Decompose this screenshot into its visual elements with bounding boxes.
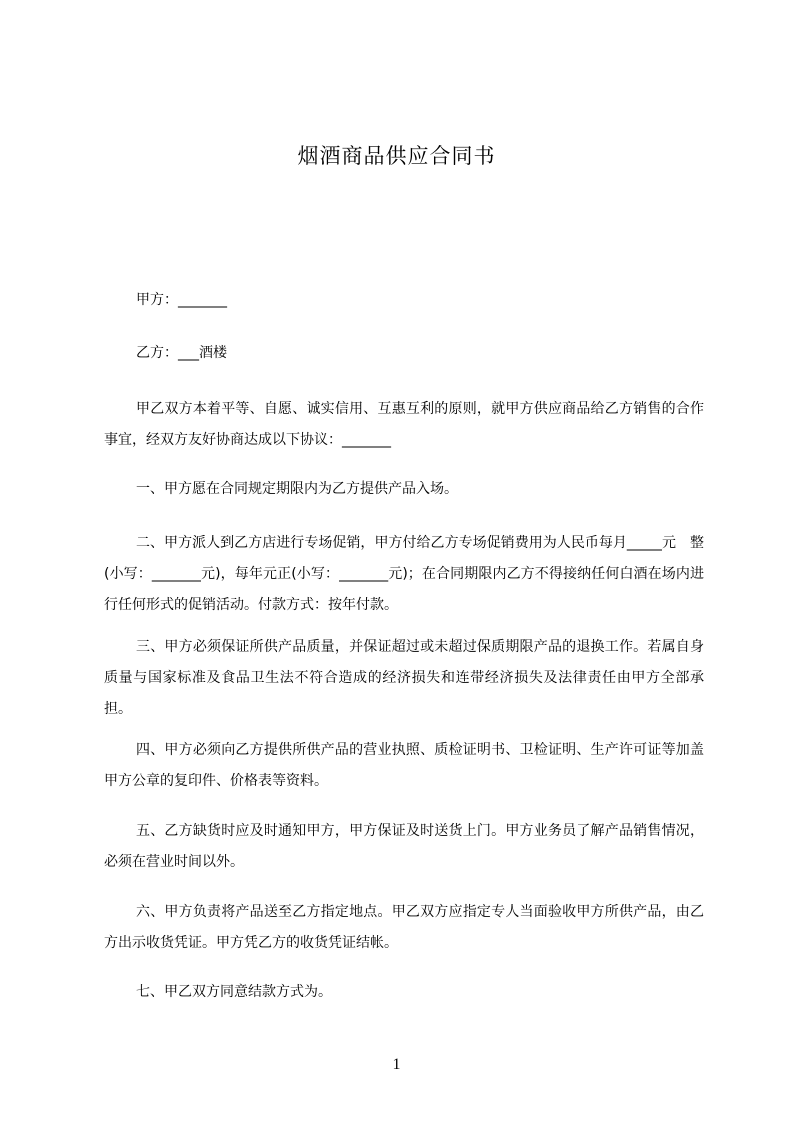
clause-4: 四、甲方必须向乙方提供所供产品的营业执照、质检证明书、卫检证明、生产许可证等加盖甲方公章的复印件、价格表等资料。 (104, 742, 704, 789)
party-a-line: 甲方：_______ (136, 292, 227, 308)
document-title: 烟酒商品供应合同书 (297, 144, 496, 168)
clause-6: 六、甲方负责将产品送至乙方指定地点。甲乙双方应指定专人当面验收甲方所供产品，由乙方出示收货凭证。甲方凭乙方的收货凭证结帐。 (104, 904, 704, 951)
clause-5: 五、乙方缺货时应及时通知甲方，甲方保证及时送货上门。甲方业务员了解产品销售情况，必须在营业时间以外。 (104, 823, 704, 870)
clause-3: 三、甲方必须保证所供产品质量，并保证超过或未超过保质期限产品的退换工作。若属自身质量与国家标准及食品卫生法不符合造成的经济损失和连带经济损失及法律责任由甲方全部承担。 (104, 639, 704, 717)
page-number: 1 (392, 1056, 401, 1073)
clause-1: 一、甲方愿在合同规定期限内为乙方提供产品入场。 (136, 481, 458, 497)
clause-7: 七、甲乙双方同意结款方式为。 (136, 984, 332, 1000)
preamble-paragraph: 甲乙双方本着平等、自愿、诚实信用、互惠互利的原则，就甲方供应商品给乙方销售的合作事宜，经双方友好协商达成以下协议：_______ (104, 401, 704, 448)
clause-2: 二、甲方派人到乙方店进行专场促销，甲方付给乙方专场促销费用为人民币每月_____元 整(小写：_______元)，每年元正(小写：_______元)；在合同期限内乙方不得接纳任何白酒在场内进行任何形式的促销活动。付款方式：按年付款。 (104, 535, 704, 613)
party-b-line: 乙方：___酒楼 (136, 345, 227, 361)
